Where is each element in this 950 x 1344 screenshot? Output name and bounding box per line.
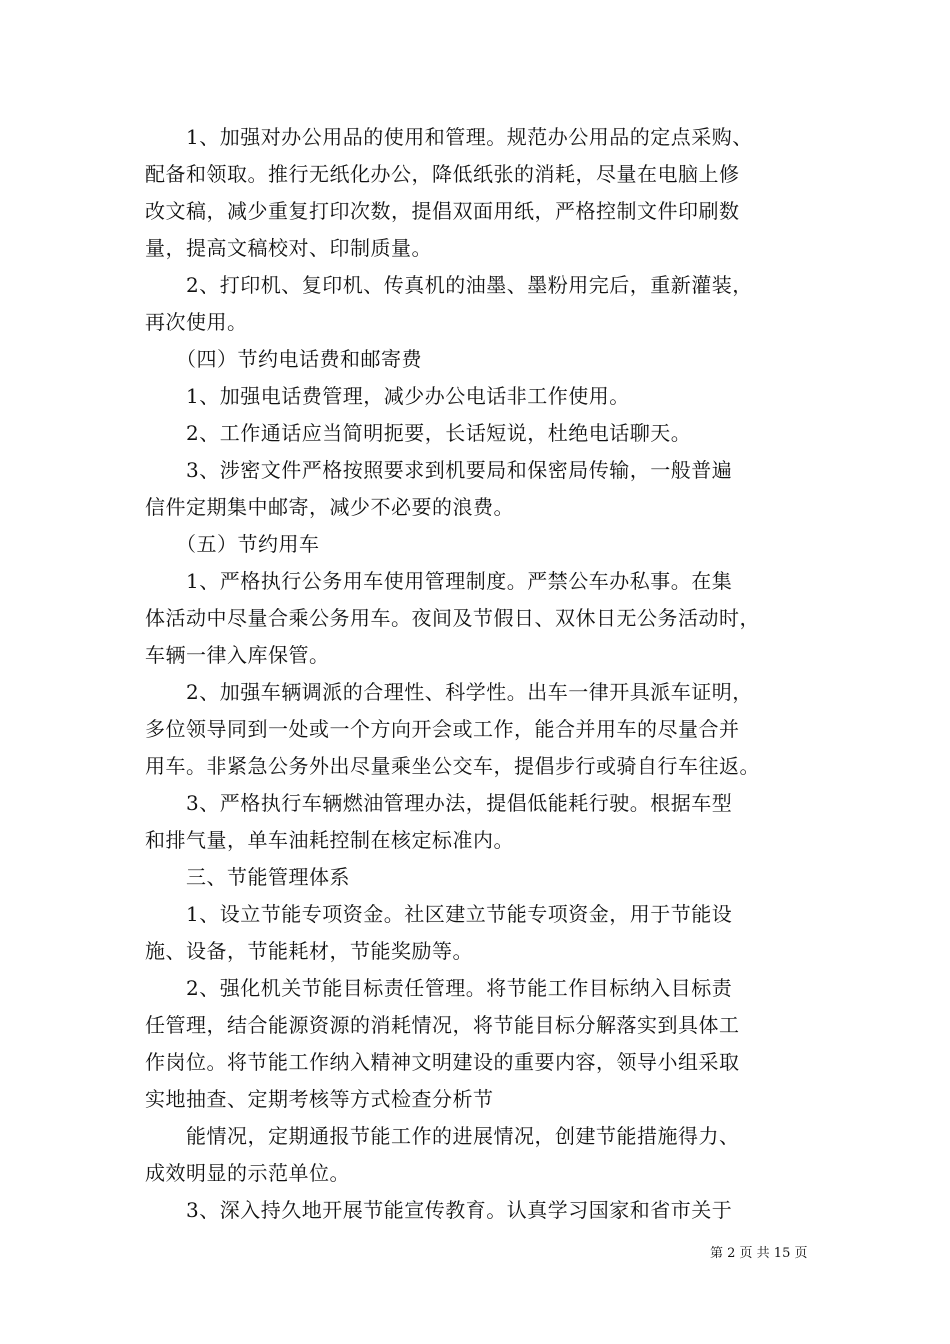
text-line: 1、加强对办公用品的使用和管理。规范办公用品的定点采购、: [145, 125, 753, 149]
text-line: 和排气量，单车油耗控制在核定标准内。: [145, 828, 514, 852]
text-line: 2、工作通话应当简明扼要，长话短说，杜绝电话聊天。: [145, 421, 692, 445]
text-line: 3、严格执行车辆燃油管理办法，提倡低能耗行驶。根据车型: [145, 791, 733, 815]
text-line: 再次使用。: [145, 310, 248, 334]
section-heading: 三、节能管理体系: [145, 865, 350, 889]
text-line: 体活动中尽量合乘公务用车。夜间及节假日、双休日无公务活动时，: [145, 606, 760, 630]
text-line: 施、设备，节能耗材，节能奖励等。: [145, 939, 473, 963]
text-line: 车辆一律入库保管。: [145, 643, 330, 667]
text-line: 2、加强车辆调派的合理性、科学性。出车一律开具派车证明，: [145, 680, 753, 704]
text-line: 2、打印机、复印机、传真机的油墨、墨粉用完后，重新灌装，: [145, 273, 753, 297]
text-line: 用车。非紧急公务外出尽量乘坐公交车，提倡步行或骑自行车往返。: [145, 754, 760, 778]
section-heading: （四）节约电话费和邮寄费: [145, 347, 422, 371]
text-line: 任管理，结合能源资源的消耗情况，将节能目标分解落实到具体工: [145, 1013, 740, 1037]
text-line: 1、设立节能专项资金。社区建立节能专项资金，用于节能设: [145, 902, 733, 926]
text-line: 2、强化机关节能目标责任管理。将节能工作目标纳入目标责: [145, 976, 733, 1000]
text-line: 成效明显的示范单位。: [145, 1161, 350, 1185]
text-line: 1、严格执行公务用车使用管理制度。严禁公车办私事。在集: [145, 569, 733, 593]
text-line: 1、加强电话费管理，减少办公电话非工作使用。: [145, 384, 630, 408]
text-line: 多位领导同到一处或一个方向开会或工作，能合并用车的尽量合并: [145, 717, 740, 741]
text-line: 量，提高文稿校对、印制质量。: [145, 236, 432, 260]
text-line: 3、深入持久地开展节能宣传教育。认真学习国家和省市关于: [145, 1198, 733, 1222]
text-line: 实地抽查、定期考核等方式检查分析节: [145, 1087, 494, 1111]
section-heading: （五）节约用车: [145, 532, 320, 556]
text-line: 能情况，定期通报节能工作的进展情况，创建节能措施得力、: [145, 1124, 740, 1148]
text-line: 作岗位。将节能工作纳入精神文明建设的重要内容，领导小组采取: [145, 1050, 740, 1074]
text-line: 配备和领取。推行无纸化办公，降低纸张的消耗，尽量在电脑上修: [145, 162, 740, 186]
text-line: 3、涉密文件严格按照要求到机要局和保密局传输，一般普遍: [145, 458, 733, 482]
page-number-footer: 第 2 页 共 15 页: [710, 1246, 808, 1261]
text-line: 信件定期集中邮寄，减少不必要的浪费。: [145, 495, 514, 519]
text-line: 改文稿，减少重复打印次数，提倡双面用纸，严格控制文件印刷数: [145, 199, 740, 223]
